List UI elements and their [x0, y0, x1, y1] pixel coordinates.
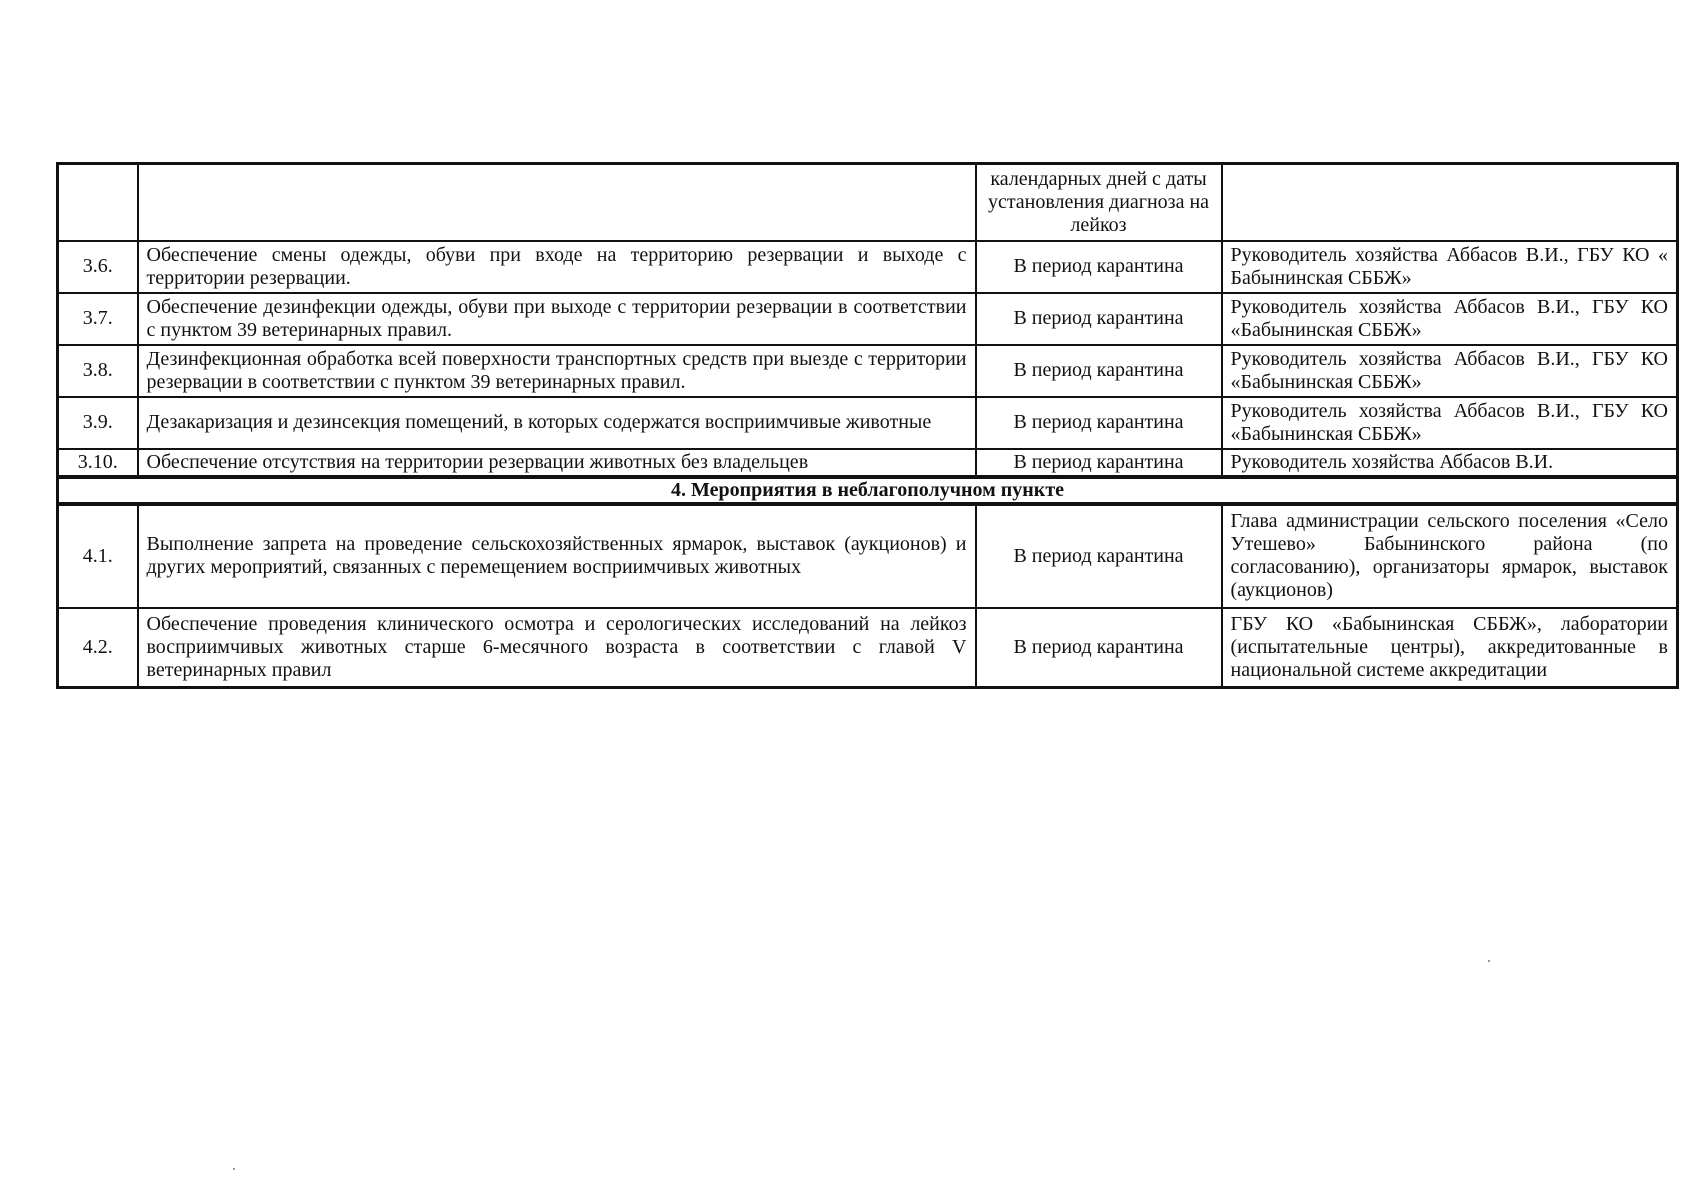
cell-text: Выполнение запрета на проведение сельскохозяйственных ярмарок, выставок (аукционов) и других мероприятий, связанных с перемещением восприимчивых животных — [138, 504, 976, 608]
cell-term: календарных дней с даты установления диагноза на лейкоз — [976, 164, 1222, 241]
cell-responsible: Руководитель хозяйства Аббасов В.И., ГБУ КО «Бабынинская СББЖ» — [1222, 345, 1678, 397]
section-title: 4. Мероприятия в неблагополучном пункте — [58, 477, 1678, 504]
cell-text: Обеспечение проведения клинического осмотра и серологических исследований на лейкоз восприимчивых животных старше 6-месячного возраста в соответствии с главой V ветеринарных правил — [138, 608, 976, 688]
cell-text: Обеспечение дезинфекции одежды, обуви при выходе с территории резервации в соответствии с пунктом 39 ветеринарных правил. — [138, 293, 976, 345]
table-row — [58, 449, 1678, 477]
cell-responsible: Руководитель хозяйства Аббасов В.И., ГБУ КО « Бабынинская СББЖ» — [1222, 241, 1678, 293]
cell-responsible: Руководитель хозяйства Аббасов В.И., ГБУ КО «Бабынинская СББЖ» — [1222, 397, 1678, 449]
cell-responsible: Руководитель хозяйства Аббасов В.И., ГБУ КО «Бабынинская СББЖ» — [1222, 293, 1678, 345]
cell-num: 3.9. — [58, 397, 138, 449]
table-row — [58, 504, 1678, 608]
cell-num: 3.7. — [58, 293, 138, 345]
cell-text: Дезинфекционная обработка всей поверхности транспортных средств при выезде с территории резервации в соответствии с пунктом 39 ветеринарных правил. — [138, 345, 976, 397]
table-row-continuation — [58, 164, 1678, 241]
table-row — [58, 608, 1678, 688]
cell-term: В период карантина — [976, 608, 1222, 688]
cell-term: В период карантина — [976, 293, 1222, 345]
table-row — [58, 241, 1678, 293]
cell-term: В период карантина — [976, 504, 1222, 608]
cell-responsible: ГБУ КО «Бабынинская СББЖ», лаборатории (испытательные центры), аккредитованные в национальной системе аккредитации — [1222, 608, 1678, 688]
cell-text: Обеспечение смены одежды, обуви при входе на территорию резервации и выходе с территории резервации. — [138, 241, 976, 293]
cell-term: В период карантина — [976, 241, 1222, 293]
cell-term: В период карантина — [976, 449, 1222, 477]
cell-text: Обеспечение отсутствия на территории резервации животных без владельцев — [138, 449, 976, 477]
cell-num: 4.1. — [58, 504, 138, 608]
table-row — [58, 397, 1678, 449]
table-row — [58, 345, 1678, 397]
cell-term: В период карантина — [976, 397, 1222, 449]
scan-speck — [1488, 960, 1490, 962]
cell-text: Дезакаризация и дезинсекция помещений, в которых содержатся восприимчивые животные — [138, 397, 976, 449]
measures-table — [56, 162, 1679, 689]
scan-speck — [233, 1168, 235, 1170]
cell-num: 3.10. — [58, 449, 138, 477]
cell-num: 3.8. — [58, 345, 138, 397]
cell-term: В период карантина — [976, 345, 1222, 397]
cell-responsible — [1222, 164, 1678, 241]
cell-num: 3.6. — [58, 241, 138, 293]
cell-responsible: Руководитель хозяйства Аббасов В.И. — [1222, 449, 1678, 477]
cell-num: 4.2. — [58, 608, 138, 688]
cell-text — [138, 164, 976, 241]
cell-responsible: Глава администрации сельского поселения «Село Утешево» Бабынинского района (по согласованию), организаторы ярмарок, выставок (аукционов) — [1222, 504, 1678, 608]
section-heading-row — [58, 477, 1678, 504]
cell-num — [58, 164, 138, 241]
table-row — [58, 293, 1678, 345]
